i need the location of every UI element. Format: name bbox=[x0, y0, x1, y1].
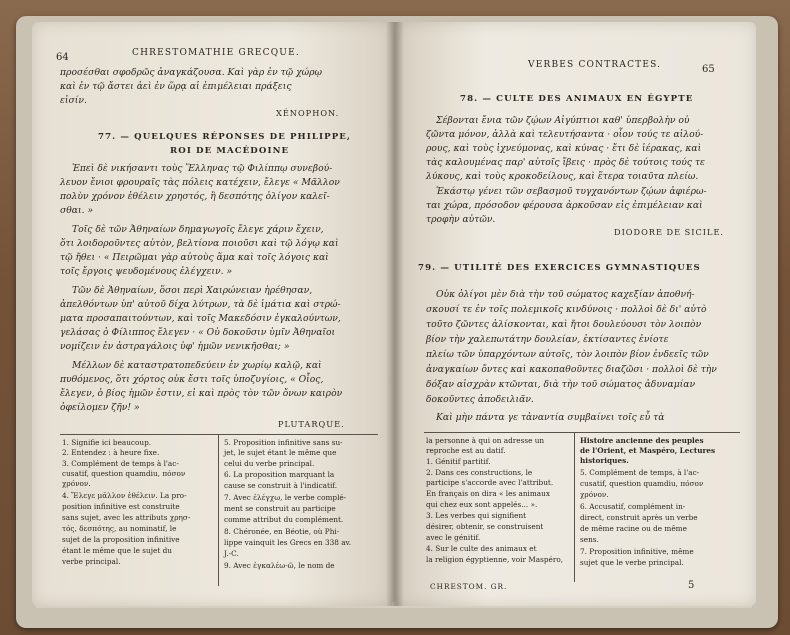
footnote-line: J.-C. bbox=[224, 549, 239, 558]
text-line: τῷ ἤθει · « Πειρῶμαι γὰρ αὐτοὺς ἅμα καὶ τοῖς λόγοις καὶ bbox=[60, 252, 329, 263]
footnote-line: χρόνον. bbox=[62, 479, 91, 488]
text-line: πλείω τῶν ὑπαρχόντων αὐτοῖς, τὸν λοιπὸν βίον ἐνδεεῖς τῶν bbox=[426, 349, 709, 360]
text-line: ὅτι λοιδοροῦντες αὐτὸν, βελτίονα ποιοῦσι καὶ τῷ λόγῳ καὶ bbox=[60, 238, 339, 249]
text-line: νομίζειν ἐν ἀστραγάλοις ὑφ' ἡμῶν νενικῆσθαι; » bbox=[60, 341, 290, 352]
text-line: Ἐπεὶ δὲ νικήσαντι τοὺς Ἕλληνας τῷ Φιλίππῳ συνεβού- bbox=[72, 163, 333, 174]
text-line: λευον ἔνιοι φρουραῖς τὰς πόλεις κατέχειν, ἔλεγε « Μᾶλλον bbox=[60, 177, 340, 188]
section-79-title: 79. — UTILITÉ DES EXERCICES GYMNASTIQUES bbox=[418, 263, 701, 273]
footnote-line: direct, construit après un verbe bbox=[580, 513, 698, 522]
text-line: βίον τὴν χαλεπωτάτην δουλείαν, ἐκτίσαντες ἐνίοτε bbox=[426, 334, 669, 345]
footnote-line: En français on dira « les animaux bbox=[426, 489, 550, 498]
text-line: τοῖς ἔργοις ψευδομένους ἐλέγχειν. » bbox=[60, 266, 233, 277]
text-line: προσέσθαι σφοδρῶς ἀναγκάζουσα. Καὶ γὰρ ἐν τῷ χώρῳ bbox=[60, 67, 323, 78]
sheet-number: 5 bbox=[688, 580, 695, 591]
footnote-line: jet, le sujet étant le même que bbox=[224, 448, 337, 457]
text-line: ται χώρα, πρόσοδον φέρουσα ἀρκοῦσαν εἰς ἐπιμέλειαν καὶ bbox=[426, 200, 703, 211]
text-line: σθαι. » bbox=[60, 205, 94, 216]
footnote-line: 5. Complément de temps, à l'ac- bbox=[580, 468, 700, 477]
right-page bbox=[396, 22, 756, 606]
footnote-line: 2. Entendez : à heure fixe. bbox=[62, 448, 160, 457]
footnote-line: cusatif, question quamdiu, πόσον bbox=[62, 469, 186, 478]
text-line: λύκους, καὶ τοὺς κροκοδείλους, καὶ ἕτερα τοιαῦτα πλείω. bbox=[426, 171, 699, 182]
text-line: Καὶ μὴν πάντα γε τἀναντία συμβαίνει τοῖς εὖ τὰ bbox=[436, 412, 665, 423]
left-page bbox=[32, 22, 392, 606]
text-line: τὰς καλουμένας παρ' αὐτοῖς ἴβεις · πρὸς δὲ τούτοις τούς τε bbox=[426, 157, 705, 168]
footnote-line: celui du verbe principal. bbox=[224, 459, 315, 468]
footnote-line: historiques. bbox=[580, 456, 629, 465]
footnote-line: sujet de la proposition infinitive bbox=[62, 535, 180, 544]
footnote-line: 6. Accusatif, complément in- bbox=[580, 502, 686, 511]
footnote-line: 7. Avec ἐλέγχω, le verbe complé- bbox=[224, 493, 347, 502]
footnote-line: 8. Chéronée, en Béotie, où Phi- bbox=[224, 527, 340, 536]
footnote-line: de même racine ou de même bbox=[580, 524, 687, 533]
footnote-line: cusatif, question quamdiu, πόσον bbox=[580, 479, 704, 488]
author-plutarque: PLUTARQUE. bbox=[278, 419, 345, 429]
footnote-line: χρόνον. bbox=[580, 490, 609, 499]
footnote-line: désirer, obtenir, se construisent bbox=[426, 522, 544, 531]
text-line: γελάσας ὁ Φίλιππος ἔλεγεν · « Οὐ δοκοῦσιν ὑμῖν Ἀθηναῖοι bbox=[60, 327, 336, 338]
footnote-line: Histoire ancienne des peuples bbox=[580, 436, 704, 445]
right-page-number: 65 bbox=[702, 64, 715, 75]
footnote-line: la religion égyptienne, voir Maspéro, bbox=[426, 555, 564, 564]
footnote-line: 4. Sur le culte des animaux et bbox=[426, 544, 537, 553]
footnote-line: qui chez eux sont appelés... ». bbox=[426, 500, 538, 509]
text-line: ρους, καὶ τοὺς ἰχνεύμονας, καὶ κύνας · ἔτι δὲ ἱέρακας, καὶ bbox=[426, 143, 702, 154]
text-line: ἀπελθόντων ὑπ' αὐτοῦ δίχα λύτρων, τὰ δὲ ἱμάτια καὶ στρώ- bbox=[60, 299, 341, 310]
footnote-line: ment se construit au participe bbox=[224, 504, 336, 513]
text-line: δόξαν αἰσχρὰν κτῶνται, διὰ τὴν τοῦ σώματος ἀδυναμίαν bbox=[426, 379, 696, 390]
text-line: Σέβονται ἔνια τῶν ζῴων Αἰγύπτιοι καθ' ὑπερβολὴν οὐ bbox=[436, 115, 690, 126]
text-line: Μέλλων δὲ καταστρατοπεδεύειν ἐν χωρίῳ καλῷ, καὶ bbox=[72, 360, 322, 371]
footnote-column-divider bbox=[574, 432, 575, 582]
text-line: ὀφείλομεν ζῆν! » bbox=[60, 402, 140, 413]
footnote-line: 4. Ἔλεγε μᾶλλον ἐθέλειν. La pro- bbox=[62, 491, 187, 500]
footnote-line: 7. Proposition infinitive, même bbox=[580, 547, 694, 556]
text-line: Τοῖς δὲ τῶν Ἀθηναίων δημαγωγοῖς ἔλεγε χάριν ἔχειν, bbox=[72, 224, 324, 235]
section-77-subtitle: ROI DE MACÉDOINE bbox=[170, 146, 290, 156]
footnote-line: étant le même que le sujet du bbox=[62, 546, 172, 555]
text-line: δοκοῦντες ἀποδειλιᾶν. bbox=[426, 394, 534, 405]
footnote-line: verbe principal. bbox=[62, 557, 121, 566]
footnote-line: 6. La proposition marquant la bbox=[224, 470, 335, 479]
text-line: Οὐκ ὀλίγοι μὲν διὰ τὴν τοῦ σώματος καχεξίαν ἀποθνή- bbox=[436, 289, 695, 300]
footnote-line: avec le génitif. bbox=[426, 533, 481, 542]
text-line: τροφὴν αὐτῶν. bbox=[426, 214, 496, 225]
footnote-line: 5. Proposition infinitive sans su- bbox=[224, 438, 343, 447]
footnote-line: cause se construit à l'indicatif. bbox=[224, 481, 338, 490]
footnote-line: reproche est au datif. bbox=[426, 446, 506, 455]
text-line: πολὺν χρόνον ἐθέλειν χρηστός, ἢ δεσπότης ὀλίγον καλεῖ- bbox=[60, 191, 330, 202]
text-line: εἰσίν. bbox=[60, 95, 87, 106]
book-gutter bbox=[386, 22, 404, 606]
footnote-line: sujet que le verbe principal. bbox=[580, 558, 684, 567]
footnote-line: 2. Dans ces constructions, le bbox=[426, 468, 533, 477]
footnote-line: 1. Génitif partitif. bbox=[426, 457, 491, 466]
footnote-line: position infinitive est construite bbox=[62, 502, 180, 511]
footnote-line: 3. Complément de temps à l'ac- bbox=[62, 459, 179, 468]
text-line: Τῶν δὲ Ἀθηναίων, ὅσοι περὶ Χαιρώνειαν ἡρέθησαν, bbox=[72, 285, 313, 296]
section-77-title: 77. — QUELQUES RÉPONSES DE PHILIPPE, bbox=[98, 132, 352, 142]
footnote-line: la personne à qui on adresse un bbox=[426, 436, 545, 445]
footnote-column-divider bbox=[218, 434, 219, 586]
footnote-line: 9. Avec ἐγκαλέω-ῶ, le nom de bbox=[224, 561, 335, 570]
text-line: καὶ ἐν τῷ ἄστει ἀεὶ ἐν ὥρᾳ αἱ ἐπιμέλειαι πράξεις bbox=[60, 81, 292, 92]
author-xenophon: XÉNOPHON. bbox=[276, 108, 340, 118]
text-line: τοῦτο ζῶντες ἁλίσκονται, καὶ ἤτοι δουλεύουσι τὸν λοιπὸν bbox=[426, 319, 702, 330]
footnote-line: 3. Les verbes qui signifient bbox=[426, 511, 527, 520]
sheet-signature: CHRESTOM. GR. bbox=[430, 582, 508, 591]
text-line: ματα προσαπαιτούντων, καὶ τοῖς Μακεδόσιν ἐγκαλούντων, bbox=[60, 313, 341, 324]
footnote-line: sans sujet, avec les attributs χρησ- bbox=[62, 513, 191, 522]
footnote-rule bbox=[424, 432, 740, 433]
right-running-head: VERBES CONTRACTES. bbox=[528, 60, 662, 70]
footnote-line: sens. bbox=[580, 535, 599, 544]
author-diodore: DIODORE DE SICILE. bbox=[614, 227, 725, 237]
section-78-title: 78. — CULTE DES ANIMAUX EN ÉGYPTE bbox=[460, 94, 694, 104]
text-line: πυθόμενος, ὅτι χόρτος οὐκ ἔστι τοῖς ὑποζυγίοις, « Οἷος, bbox=[60, 374, 324, 385]
footnote-line: τός, δεσπότης, au nominatif, le bbox=[62, 524, 177, 533]
footnote-line: comme attribut du complément. bbox=[224, 515, 344, 524]
text-line: σκουσί τε ἐν τοῖς πολεμικοῖς κινδύνοις · πολλοὶ δὲ δι' αὐτὸ bbox=[426, 304, 707, 315]
footnote-line: 1. Signifie ici beaucoup. bbox=[62, 438, 152, 447]
text-line: ἀναγκαίων ὄντες καὶ κακοπαθοῦντες διαζῶσι · πολλοὶ δὲ τὴν bbox=[426, 364, 717, 375]
footnote-line: lippe vainquit les Grecs en 338 av. bbox=[224, 538, 352, 547]
left-running-head: CHRESTOMATHIE GRECQUE. bbox=[132, 48, 300, 58]
text-line: Ἑκάστῳ γένει τῶν σεβασμοῦ τυγχανόντων ζῴων ἀφιέρω- bbox=[436, 186, 707, 197]
text-line: ἔλεγεν, ὁ βίος ἡμῶν ἐστιν, εἰ καὶ πρὸς τὸν τῶν ὄνων καιρὸν bbox=[60, 388, 343, 399]
footnote-line: de l'Orient, et Maspéro, Lectures bbox=[580, 446, 716, 455]
left-page-number: 64 bbox=[56, 52, 69, 63]
text-line: ζῶντα μόνον, ἀλλὰ καὶ τελευτήσαντα · οἷον τούς τε αἰλού- bbox=[426, 129, 704, 140]
footnote-line: participe s'accorde avec l'attribut. bbox=[426, 478, 554, 487]
footnote-rule bbox=[60, 434, 378, 435]
